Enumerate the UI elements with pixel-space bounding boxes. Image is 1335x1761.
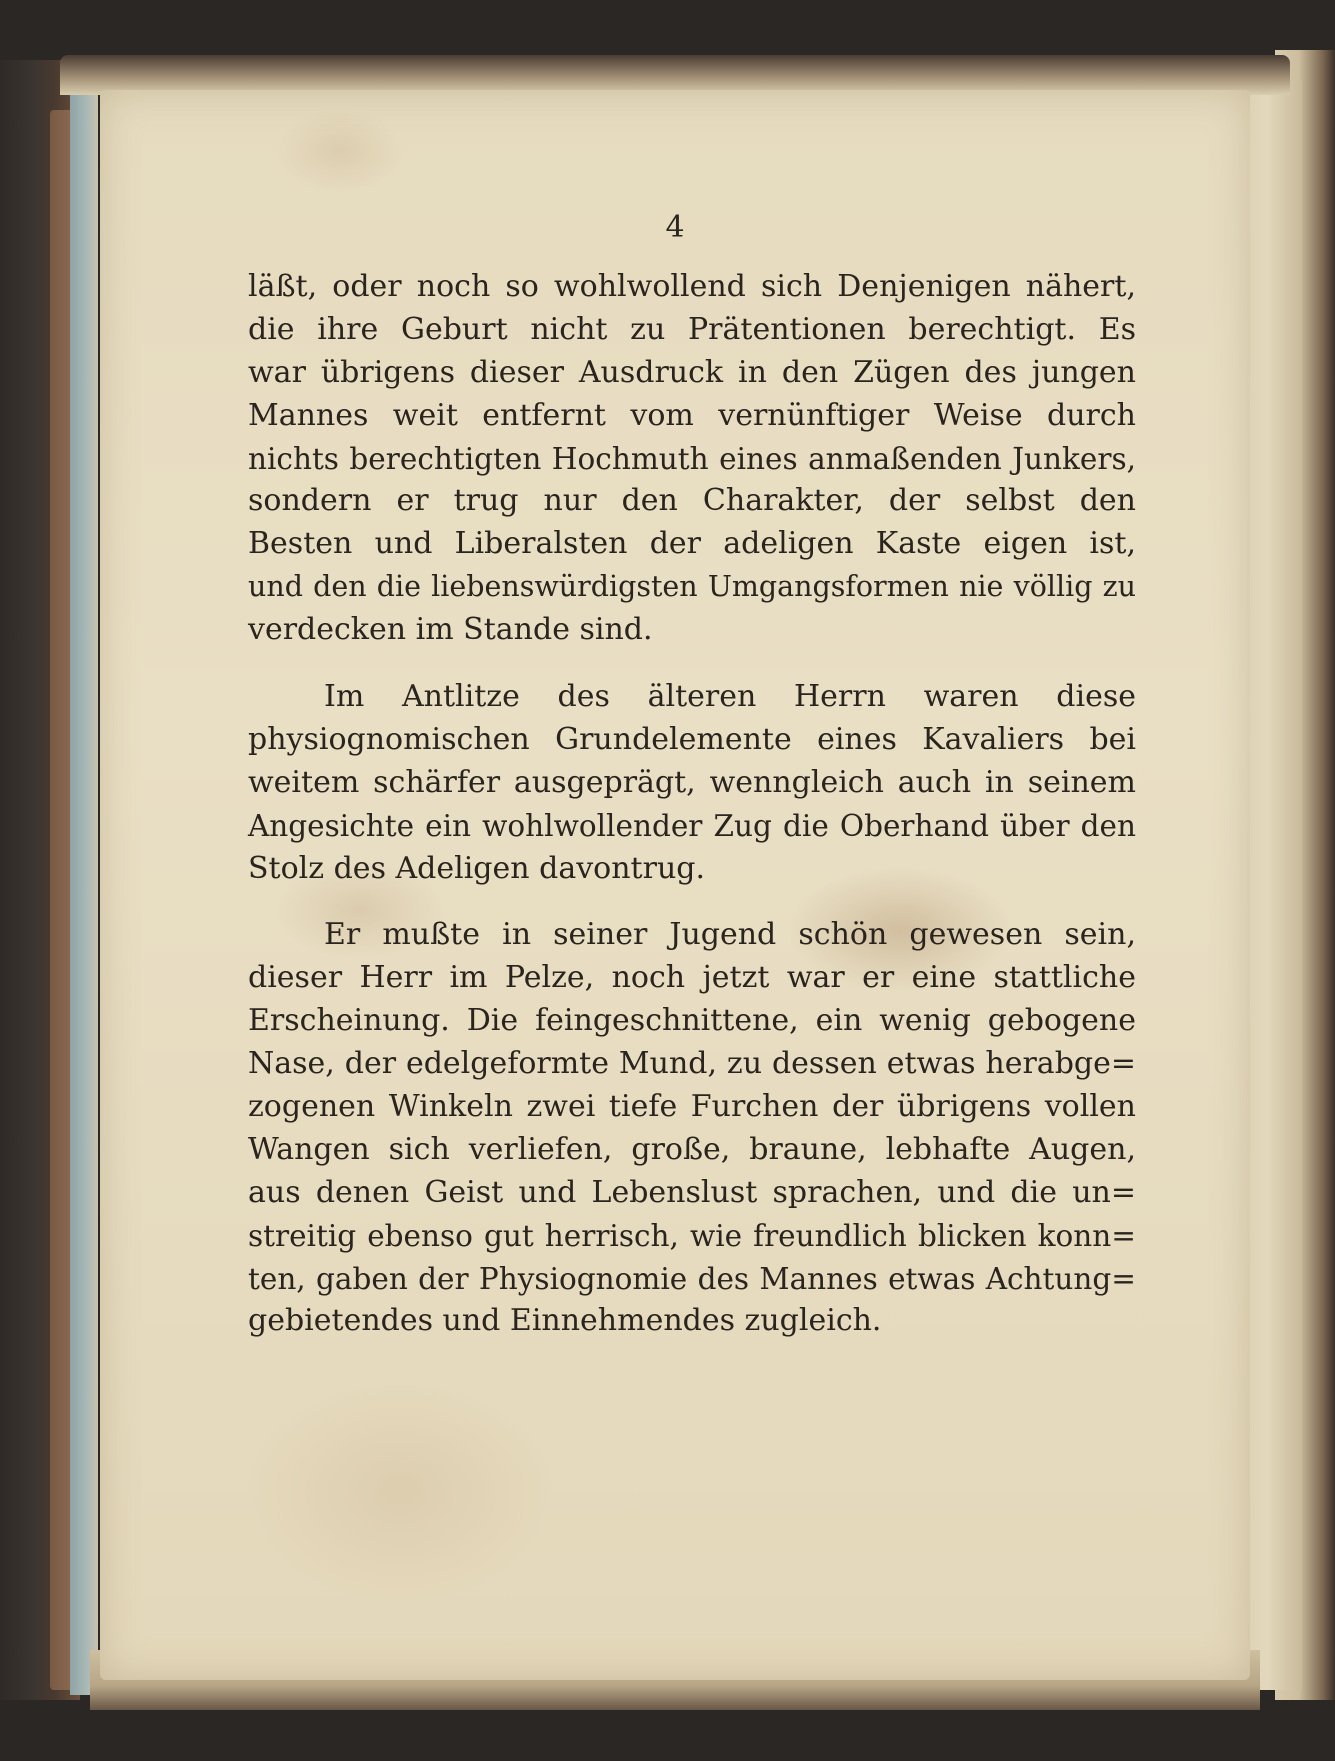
text-line: ten, gaben der Physiognomie des Mannes etwas Achtung=	[248, 1261, 1136, 1296]
text-line: Wangen sich verliefen, große, braune, lebhafte Augen,	[248, 1131, 1136, 1167]
paragraph	[248, 914, 1136, 1343]
body-text	[248, 266, 1136, 1343]
text-line: Nase, der edelgeformte Mund, zu dessen etwas herabge=	[248, 1046, 1136, 1082]
paragraph	[248, 266, 1136, 652]
text-line: aus denen Geist und Lebenslust sprachen, und die un=	[248, 1174, 1136, 1210]
text-line: Im Antlitze des älteren Herrn waren diese	[324, 679, 1136, 715]
text-line: streitig ebenso gut herrisch, wie freundlich blicken konn=	[248, 1218, 1136, 1253]
text-line: Angesichte ein wohlwollender Zug die Oberhand über den	[248, 808, 1136, 843]
text-line: dieser Herr im Pelze, noch jetzt war er eine stattliche	[248, 960, 1136, 996]
text-line: und den die liebenswürdigsten Umgangsformen nie völlig zu	[248, 570, 1136, 604]
book-page	[100, 90, 1250, 1680]
text-line: verdecken im Stande sind.	[248, 612, 653, 648]
text-line: weitem schärfer ausgeprägt, wenngleich auch in seinem	[248, 764, 1136, 800]
text-line: zogenen Winkeln zwei tiefe Furchen der übrigens vollen	[248, 1089, 1136, 1125]
text-line: Mannes weit entfernt vom vernünftiger Weise durch	[248, 397, 1136, 433]
text-line: nichts berechtigten Hochmuth eines anmaßenden Junkers,	[248, 441, 1136, 476]
text-line: die ihre Geburt nicht zu Prätentionen berechtigt. Es	[248, 311, 1136, 347]
text-line: gebietendes und Einnehmendes zugleich.	[248, 1303, 882, 1339]
page-top-edge	[60, 55, 1290, 95]
paragraph	[248, 676, 1136, 890]
page-number: 4	[665, 210, 685, 245]
text-line: Stolz des Adeligen davontrug.	[248, 850, 706, 886]
text-line: Erscheinung. Die feingeschnittene, ein wenig gebogene	[248, 1003, 1136, 1039]
text-line: Besten und Liberalsten der adeligen Kaste eigen ist,	[248, 526, 1136, 562]
page-stack-edge	[70, 95, 98, 1695]
text-line: läßt, oder noch so wohlwollend sich Denjenigen nähert,	[248, 269, 1136, 304]
text-line: war übrigens dieser Ausdruck in den Zügen des jungen	[248, 354, 1136, 390]
text-line: Er mußte in seiner Jugend schön gewesen sein,	[324, 917, 1136, 953]
text-line: sondern er trug nur den Charakter, der selbst den	[248, 483, 1136, 519]
text-line: physiognomischen Grundelemente eines Kavaliers bei	[248, 721, 1136, 757]
